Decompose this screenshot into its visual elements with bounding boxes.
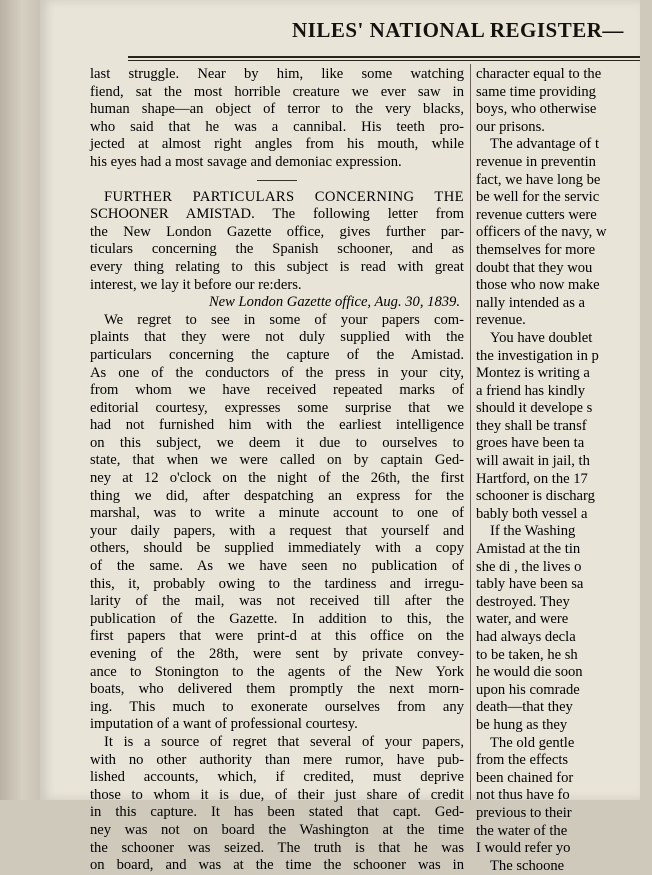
- text-line: imputation of a want of professional courtesy.: [90, 716, 358, 733]
- text-line: The old gentle: [490, 734, 575, 751]
- text-line: the New London Gazette office, gives further par-: [90, 223, 464, 240]
- text-line: schooner is discharg: [476, 488, 595, 505]
- text-line: had not furnished him with the earliest intelligence: [90, 417, 464, 434]
- text-line: doubt that they wou: [476, 259, 593, 276]
- text-line: on board, and was at the time the schooner was in: [90, 857, 464, 874]
- text-line: be hung as they: [476, 716, 568, 733]
- text-line: publication of the Gazette. In addition to this, the: [90, 610, 464, 627]
- dateline: New London Gazette office, Aug. 30, 1839.: [208, 294, 460, 311]
- text-line: death—that they: [476, 699, 573, 716]
- text-line: The advantage of t: [490, 136, 599, 153]
- text-line: should it develope s: [476, 400, 593, 417]
- article-heading: FURTHER PARTICULARS CONCERNING THE: [104, 188, 464, 205]
- column-right: [476, 66, 607, 874]
- text-line: themselves for more: [476, 241, 596, 258]
- text-line: same time providing: [476, 83, 596, 100]
- text-line: the schooner was seized. The truth is that he was: [90, 839, 464, 856]
- text-line: be well for the servic: [476, 189, 600, 206]
- text-line: our prisons.: [476, 118, 545, 135]
- binding-gutter: [0, 0, 40, 800]
- text-line: groes have been ta: [476, 435, 585, 452]
- header-rule-thin: [128, 60, 640, 61]
- text-line: boats, who delivered them promptly the next morn-: [90, 681, 464, 698]
- text-line: ticulars concerning the Spanish schooner, and as: [90, 241, 464, 258]
- running-head: NILES' NATIONAL REGISTER—: [292, 18, 624, 42]
- text-line: larity of the mail, was not received till after the: [90, 593, 464, 610]
- text-line: destroyed. They: [476, 593, 570, 610]
- text-line: ing. This much to exonerate ourselves from any: [90, 698, 464, 715]
- text-line: those who now make: [476, 277, 600, 294]
- text-line: revenue.: [476, 312, 526, 329]
- text-line: thing we did, after despatching an express for the: [90, 487, 464, 504]
- text-line: revenue cutters were: [476, 206, 597, 223]
- text-line: It is a source of regret that several of your papers,: [104, 733, 464, 750]
- text-line: As one of the conductors of the press in your city,: [90, 364, 464, 381]
- text-line: lished accounts, which, if credited, must deprive: [90, 769, 464, 786]
- text-line: from the effects: [476, 752, 569, 769]
- continued-text: [90, 66, 464, 172]
- text-line: he would die soon: [476, 664, 583, 681]
- text-line: The schoone: [490, 857, 565, 874]
- text-line: to be taken, he sh: [476, 646, 578, 663]
- text-line: We regret to see in some of your papers com-: [104, 311, 464, 328]
- text-line: the investigation in p: [476, 347, 599, 364]
- text-line: upon his comrade: [476, 681, 580, 698]
- column-left: [90, 66, 464, 874]
- text-line: been chained for: [476, 769, 574, 786]
- text-line: his eyes had a most savage and demoniac expression.: [90, 153, 402, 170]
- section-divider: [257, 180, 297, 181]
- text-line: on this subject, we deem it due to ourselves to: [90, 434, 464, 451]
- text-line: Montez is writing a: [476, 365, 590, 382]
- text-line: previous to their: [476, 804, 572, 821]
- text-line: bably both vessel a: [476, 505, 588, 522]
- text-line: others, should be supplied immediately with a copy: [90, 540, 464, 557]
- text-line: the water of the: [476, 822, 568, 839]
- text-line: If the Washing: [490, 523, 576, 540]
- column-rule: [470, 64, 471, 800]
- text-line: a friend has kindly: [476, 382, 586, 399]
- text-line: nally intended as a: [476, 294, 586, 311]
- text-line: Hartford, on the 17: [476, 470, 588, 487]
- text-line: ney at 12 o'clock on the night of the 26th, the first: [90, 470, 464, 487]
- text-line: fiend, sat the most horrible creature we ever saw in: [90, 83, 464, 100]
- text-line: officers of the navy, w: [476, 224, 607, 241]
- text-line: had always decla: [476, 629, 576, 645]
- text-line: tably have been sa: [476, 576, 584, 593]
- text-line: will await in jail, th: [476, 453, 590, 470]
- text-line: your daily papers, with a request that yourself and: [90, 522, 464, 539]
- text-line: interest, we lay it before our re:ders.: [90, 276, 302, 293]
- text-line: who said that he was a cannibal. His teeth pro-: [90, 118, 464, 135]
- text-line: plaints that they were not duly supplied with the: [90, 329, 464, 346]
- text-line: Amistad at the tin: [476, 541, 581, 558]
- text-line: ance to Stonington to the agents of the New York: [90, 663, 464, 680]
- text-line: last struggle. Near by him, like some watching: [90, 66, 464, 82]
- text-line: marshal, was to write a minute account to one of: [90, 505, 464, 522]
- text-line: human shape—an object of terror to the very blacks,: [90, 101, 464, 118]
- article-heading-cont: SCHOONER AMISTAD. The following letter from: [90, 206, 464, 223]
- text-line: this, it, probably owing to the tardiness and irregu-: [90, 575, 464, 592]
- text-line: character equal to the: [476, 66, 602, 82]
- text-line: not thus have fo: [476, 787, 570, 804]
- text-line: state, that when we were called on by captain Ged-: [90, 452, 464, 469]
- text-line: water, and were: [476, 611, 569, 628]
- text-line: with no other authority than mere rumor, have pub-: [90, 751, 464, 768]
- text-line: first papers that were print-d at this office on the: [90, 628, 464, 645]
- text-line: You have doublet: [490, 329, 593, 346]
- text-line: of the same. As we have seen no publication of: [90, 558, 464, 575]
- text-line: boys, who otherwise: [476, 101, 597, 118]
- text-line: those to whom it is due, of their just share of credit: [90, 786, 464, 803]
- header-rule: [128, 56, 640, 58]
- text-line: they shall be transf: [476, 417, 587, 434]
- text-line: revenue in preventin: [476, 153, 596, 170]
- text-line: in this capture. It has been stated that capt. Ged-: [90, 804, 464, 821]
- text-line: fact, we have long be: [476, 171, 601, 188]
- text-line: I would refer yo: [476, 840, 571, 857]
- text-line: jected at almost right angles from his mouth, while: [90, 136, 464, 153]
- text-line: editorial courtesy, expresses some surprise that we: [90, 399, 464, 416]
- article-amistad: [90, 189, 464, 875]
- text-line: particulars concerning the capture of the Amistad.: [90, 346, 464, 363]
- text-line: from whom we have received repeated marks of: [90, 382, 464, 399]
- text-line: every thing relating to this subject is read with great: [90, 258, 464, 275]
- text-line: evening of the 28th, were sent by private convey-: [90, 646, 464, 662]
- text-line: ney was not on board the Washington at the time: [90, 821, 464, 838]
- text-line: she di , the lives o: [476, 558, 582, 575]
